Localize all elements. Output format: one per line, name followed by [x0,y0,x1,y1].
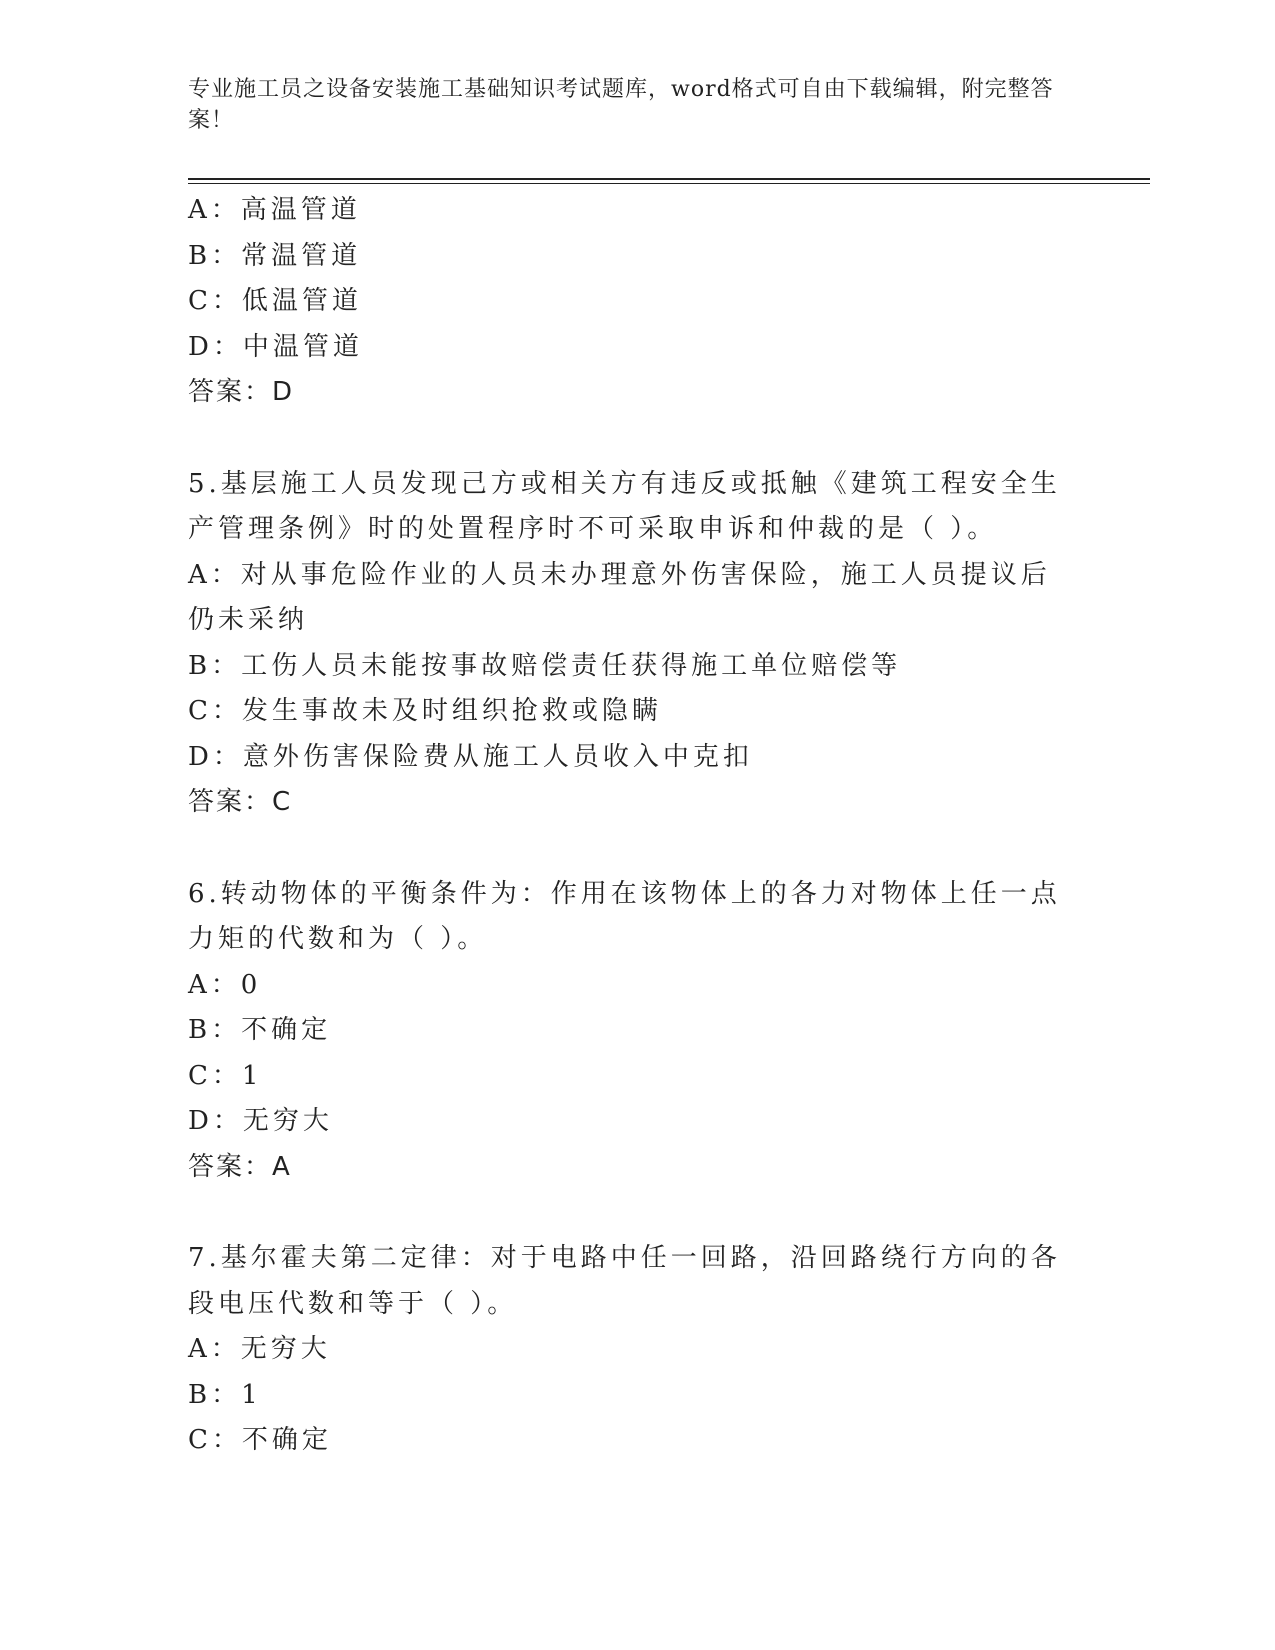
option-d: D：意外伤害保险费从施工人员收入中克扣 [188,741,753,772]
option-c: C：1 [188,1060,263,1091]
option-b: B：常温管道 [188,240,362,271]
option-a: A：0 [188,969,262,1000]
answer: 答案：D [188,377,295,407]
question-4 [188,188,1088,416]
question-stem: 5.基层施工人员发现己方或相关方有违反或抵触《建筑工程安全生产管理条例》时的处置程序时不可采取申诉和仲裁的是（ ）。 [188,468,1061,544]
question-5 [188,462,1088,826]
option-c: C：发生事故未及时组织抢救或隐瞒 [188,696,662,726]
document-header: 专业施工员之设备安装施工基础知识考试题库，word格式可自由下载编辑，附完整答案！ [188,77,1054,133]
question-7 [188,1236,1088,1464]
option-c: C：低温管道 [188,286,362,316]
header-rule-thin [188,183,1150,184]
option-d: D：无穷大 [188,1106,333,1136]
answer: 答案：A [188,1151,292,1182]
option-b: B：1 [188,1379,262,1410]
question-6 [188,872,1088,1191]
option-a: A：无穷大 [188,1334,331,1364]
option-c: C：不确定 [188,1425,332,1455]
option-b: B：工伤人员未能按事故赔偿责任获得施工单位赔偿等 [188,650,902,681]
answer: 答案：C [188,787,293,817]
question-list [188,188,1088,1464]
option-a: A：高温管道 [188,195,361,225]
header-rule-thick [188,178,1150,180]
option-b: B：不确定 [188,1015,332,1045]
option-d: D：中温管道 [188,331,363,362]
question-stem: 6.转动物体的平衡条件为：作用在该物体上的各力对物体上任一点力矩的代数和为（ ）。 [188,878,1061,954]
option-a: A：对从事危险作业的人员未办理意外伤害保险，施工人员提议后仍未采纳 [188,559,1051,635]
question-stem: 7.基尔霍夫第二定律：对于电路中任一回路，沿回路绕行方向的各段电压代数和等于（ ）。 [188,1243,1061,1319]
